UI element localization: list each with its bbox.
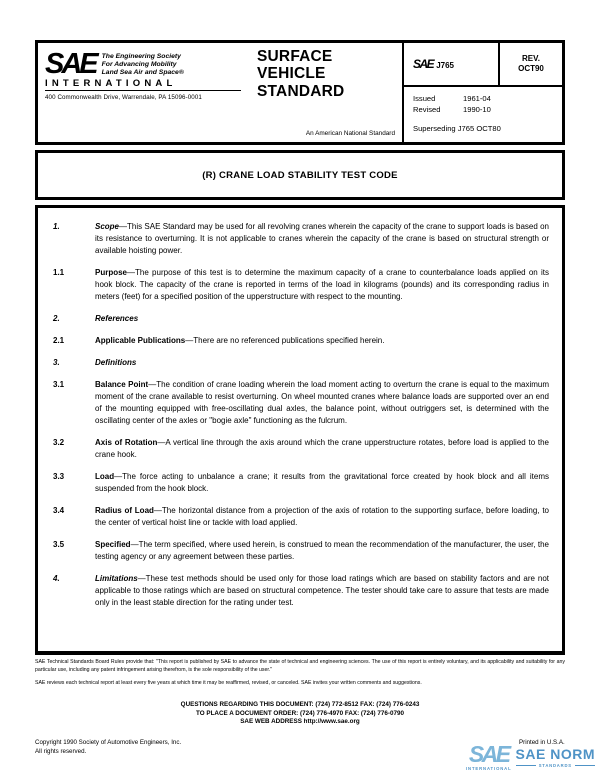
section-load: [53, 471, 549, 495]
section-heading: Definitions: [95, 358, 137, 367]
section-number: 2.: [53, 314, 60, 323]
section-text: [95, 437, 549, 461]
issued-value: 1961-04: [463, 94, 491, 103]
section-scope: [53, 221, 549, 257]
doc-code: [404, 43, 498, 85]
watermark-sub-text: STANDARDS: [538, 763, 572, 769]
section-paragraph: —A vertical line through the axis around which the crane upperstructure rotates, before load is applied to the crane hook.: [95, 438, 550, 459]
watermark-rule-right: [575, 765, 595, 766]
section-axis-of-rotation: [53, 437, 549, 461]
section-radius-of-load: [53, 505, 549, 529]
publisher-block: [38, 43, 250, 142]
section-paragraph: —There are no referenced publications specified herein.: [185, 336, 385, 345]
section-paragraph: —The condition of crane loading wherein the load moment acting to overturn the crane is equal to the maximum moment of the crane available to resist overturning. On wheel mounted cranes where balance loads are supported over an end of the mounting equipped with free-oscillating dual axles, the balance point, without outriggers set, is determined with the oscillating center of the axles or "bogie axle" functioning as the fulcrum.: [95, 380, 549, 425]
copyright-block: [35, 738, 181, 757]
section-number: 3.: [53, 358, 60, 367]
rights-line: All rights reserved.: [35, 748, 87, 756]
section-number: 3.4: [53, 506, 65, 515]
international-label: INTERNATIONAL: [45, 78, 241, 91]
section-number: 3.5: [53, 540, 65, 549]
section-specified: [53, 539, 549, 563]
revised-label: Revised: [413, 105, 441, 114]
watermark-international: INTERNATIONAL: [465, 766, 512, 771]
watermark-norm-text: SAE NORM: [515, 746, 595, 763]
order-line: TO PLACE A DOCUMENT ORDER: (724) 776-4970 FAX: (724) 776-0790: [196, 709, 404, 717]
section-paragraph: —This SAE Standard may be used for all revolving cranes wherein the capacity of the crane to support loads is based on its resistance to overturning. It is not applicable to cranes wherein the capacity of the crane is based on structural strength or available hoisting power.: [95, 222, 549, 255]
superseding-note: Superseding J765 OCT80: [413, 124, 501, 133]
section-number: 3.3: [53, 472, 65, 481]
issued-label: Issued: [413, 94, 436, 103]
publisher-address: 400 Commonwealth Drive, Warrendale, PA 15096-0001: [45, 94, 202, 102]
section-purpose: [53, 267, 549, 303]
doc-number: J765: [436, 60, 454, 70]
section-heading: Axis of Rotation: [95, 438, 158, 447]
document-title-bar: [35, 150, 565, 200]
section-definitions: [53, 357, 549, 369]
section-text: [95, 221, 549, 257]
section-text: [95, 471, 549, 495]
section-limitations: [53, 573, 549, 609]
section-heading: Radius of Load: [95, 506, 154, 515]
section-heading: Purpose: [95, 268, 128, 277]
section-text: [95, 505, 549, 529]
sae-norm-logo-icon: SAE: [468, 741, 509, 768]
section-heading: Balance Point: [95, 380, 149, 389]
ansi-note: An American National Standard: [305, 130, 395, 137]
section-paragraph: —The term specified, where used herein, is construed to mean the recommendation of the manufacturer, the user, the testing agency or any agreement between these parties.: [95, 540, 549, 561]
section-heading: Specified: [95, 540, 131, 549]
revision-box: [498, 43, 562, 85]
legal-paragraph-2: SAE reviews each technical report at least every five years at which time it may be reaffirmed, revised, or canceled. SAE invites your written comments and suggestions.: [35, 680, 422, 687]
section-paragraph: —The purpose of this test is to determine the maximum capacity of a crane to counterbalance loads applied on its hook block. The capacity of the crane is reported in terms of the load in kilograms (pounds) and its corresponding radius in meters (feet) for a specified position of the upperstructure with respect to the mounting.: [95, 268, 549, 301]
tagline-line1: The Engineering Society: [101, 53, 181, 60]
rev-label: REV.: [522, 53, 540, 63]
section-heading: References: [95, 314, 139, 323]
watermark-rule-left: [516, 765, 536, 766]
section-number: 1.1: [53, 268, 65, 277]
questions-line: QUESTIONS REGARDING THIS DOCUMENT: (724) 772-8512 FAX: (724) 776-0243: [180, 701, 420, 708]
section-text: [95, 313, 549, 325]
section-text: [95, 573, 549, 609]
sae-logo-small: SAE: [413, 57, 434, 71]
document-title: (R) CRANE LOAD STABILITY TEST CODE: [202, 169, 398, 181]
section-number: 3.1: [53, 380, 65, 389]
publisher-tagline: [102, 52, 184, 77]
web-address-line: SAE WEB ADDRESS http://www.sae.org: [240, 718, 360, 725]
section-text: [95, 379, 549, 427]
section-text: [95, 267, 549, 303]
section-heading: Load: [95, 472, 115, 481]
section-heading: Scope: [95, 222, 120, 231]
sae-logo: SAE: [45, 48, 96, 80]
doc-id-block: [404, 43, 562, 142]
footer-contact: [35, 701, 565, 727]
doc-type-block: [250, 43, 404, 142]
section-heading: Applicable Publications: [95, 336, 186, 345]
section-number: 3.2: [53, 438, 65, 447]
section-text: [95, 335, 549, 347]
section-number: 4.: [53, 574, 60, 583]
doc-type-line2: VEHICLE: [257, 65, 326, 83]
doc-type-line3: STANDARD: [257, 82, 345, 100]
section-applicable-publications: [53, 335, 549, 347]
section-number: 1.: [53, 222, 60, 231]
section-text: [95, 357, 549, 369]
section-balance-point: [53, 379, 549, 427]
section-text: [95, 539, 549, 563]
section-paragraph: —The force acting to unbalance a crane; it results from the gravitational force created by hook block and all items suspended from the hook block.: [95, 472, 549, 493]
doc-type-title: [257, 48, 402, 100]
copyright-line: Copyright 1990 Society of Automotive Engineers, Inc.: [35, 739, 182, 746]
rev-value: OCT90: [518, 64, 544, 73]
section-paragraph: —The horizontal distance from a projection of the axis of rotation to the supporting surface, before loading, to the center of vertical hoist line or tackle with load applied.: [95, 506, 549, 527]
section-paragraph: —These test methods should be used only for those load ratings which are based on stability factors and are not applicable to those ratings which are based on structural competence. The tester should take care to assure that tests are made only in the least stable direction for the rating under test.: [95, 574, 549, 607]
section-heading: Limitations: [95, 574, 138, 583]
document-header: [35, 40, 565, 145]
tagline-line2: For Advancing Mobility: [101, 61, 177, 69]
document-body: [35, 205, 565, 655]
revised-value: 1990-10: [463, 105, 491, 114]
issue-history: [404, 87, 562, 142]
tagline-line3: Land Sea Air and Space®: [101, 69, 184, 77]
footer-legal: [35, 659, 565, 694]
section-references: [53, 313, 549, 325]
section-number: 2.1: [53, 336, 65, 345]
doc-type-line1: SURFACE: [257, 48, 333, 65]
legal-paragraph-1: SAE Technical Standards Board Rules provide that: "This report is published by SAE to advance the state of technical and engineering sciences. The use of this report is entirely voluntary, and its applicability and suitability for any particular use, including any patent infringement arising therefrom, is the sole responsibility of the user.": [35, 659, 565, 673]
printed-in-usa: Printed in U.S.A.: [519, 739, 565, 746]
